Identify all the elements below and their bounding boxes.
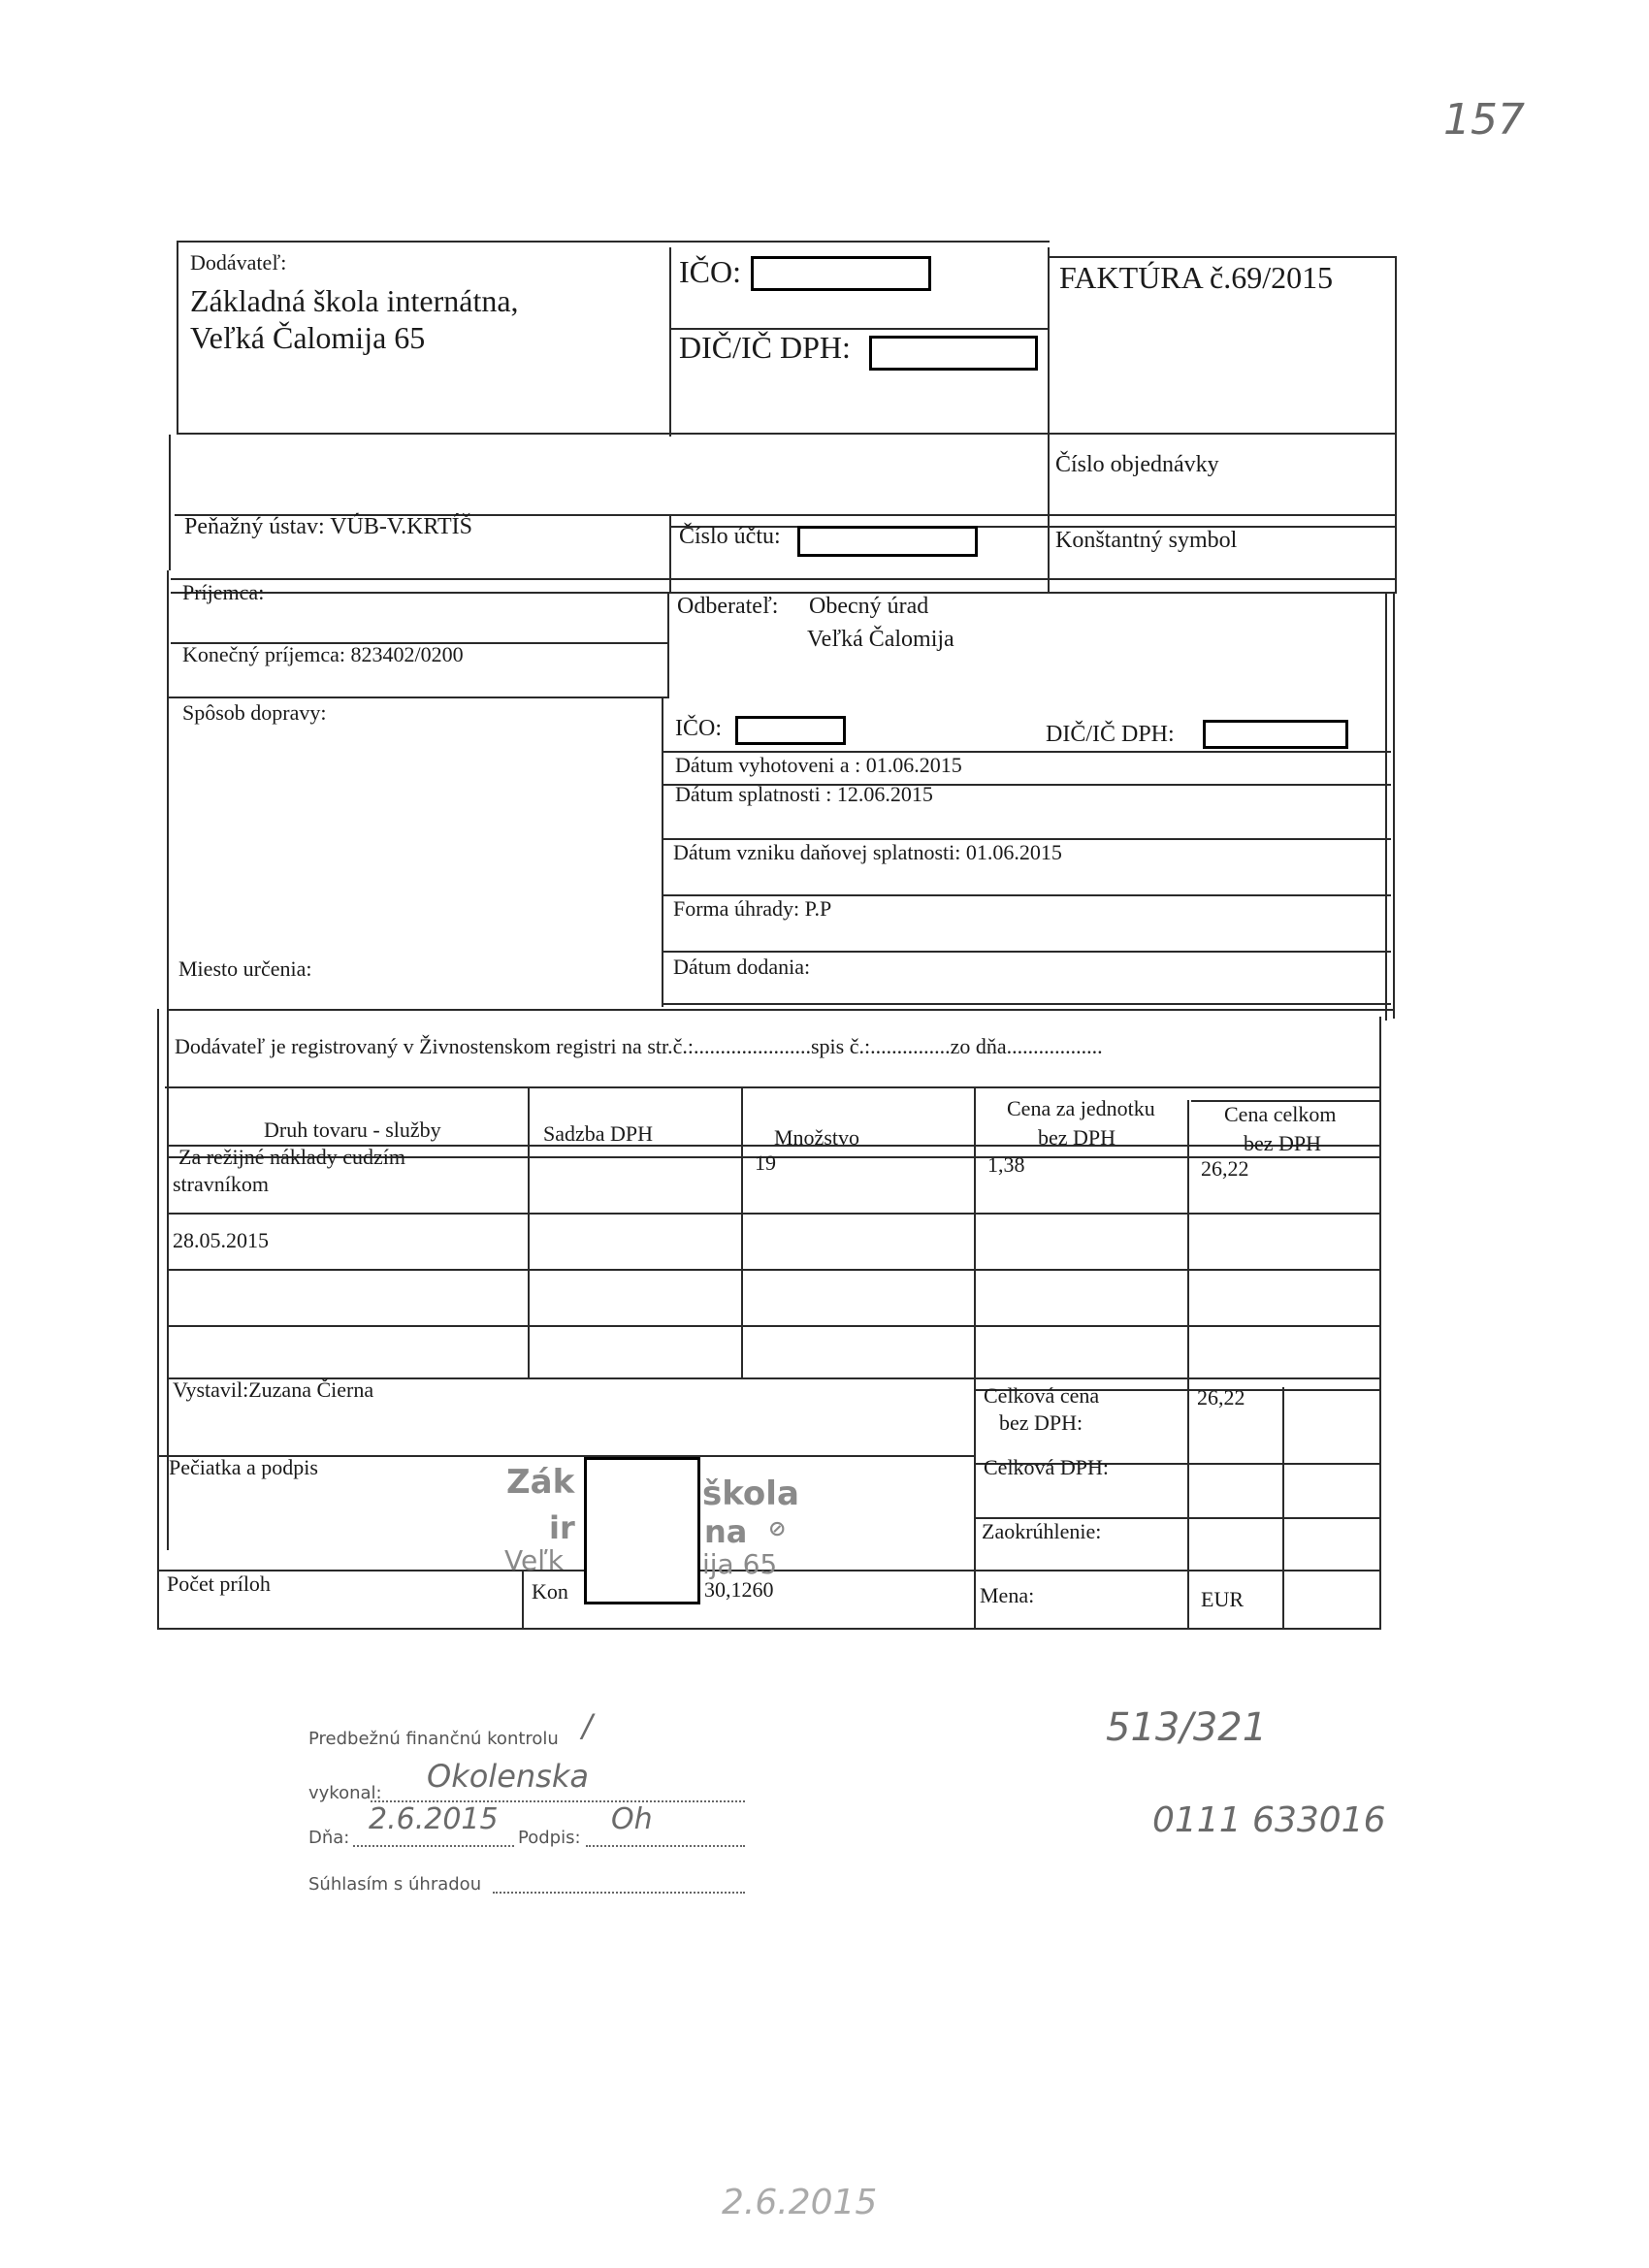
stamp-label: Pečiatka a podpis — [169, 1455, 318, 1479]
handwritten-code-1: 513/321 — [1106, 1705, 1268, 1750]
supplier-ico-label: IČO: — [679, 254, 741, 289]
rounding-label: Zaokrúhlenie: — [982, 1519, 1102, 1543]
header-total-2: bez DPH — [1244, 1131, 1322, 1155]
account-label: Číslo účtu: — [679, 524, 781, 549]
supplier-label: Dodávateľ: — [190, 250, 287, 275]
handwritten-bottom-date: 2.6.2015 — [722, 2183, 878, 2222]
bank-label: Peňažný ústav: VÚB-V.KRTÍŠ — [184, 514, 472, 539]
customer-label: Odberateľ: — [677, 594, 779, 619]
payment-form: Forma úhrady: P.P — [673, 896, 832, 921]
tax-date: Dátum vzniku daňovej splatnosti: 01.06.2015 — [673, 840, 1062, 864]
header-quantity: Množstvo — [774, 1125, 859, 1150]
control-date: 2.6.2015 — [369, 1802, 499, 1836]
account-partial: Kon — [532, 1579, 568, 1604]
header-vat-rate: Sadzba DPH — [543, 1121, 654, 1146]
currency-value: EUR — [1201, 1587, 1244, 1611]
customer-name: Obecný úrad — [809, 594, 929, 619]
total-no-vat-label: Celková cena — [984, 1383, 1100, 1408]
registry-text: Dodávateľ je registrovaný v Živnostenskom registri na str.č.:......................spis č.:...............zo dňa.................. — [175, 1034, 1103, 1058]
redacted-box — [751, 256, 931, 291]
stamp-line2c: ⊘ — [768, 1517, 787, 1541]
row-item-2: stravníkom — [173, 1172, 269, 1196]
delivery-date-label: Dátum dodania: — [673, 955, 811, 979]
stamp-line3b: ija 65 — [702, 1548, 778, 1580]
stamp-line2b: na — [704, 1513, 748, 1550]
redacted-box — [735, 716, 846, 745]
currency-label: Mena: — [980, 1583, 1035, 1607]
order-number-label: Číslo objednávky — [1055, 452, 1219, 477]
header-unit-price: Cena za jednotku — [1007, 1096, 1155, 1120]
row-quantity: 19 — [755, 1150, 776, 1175]
account-partial-2: 30,1260 — [704, 1577, 774, 1602]
invoice-title: FAKTÚRA č.69/2015 — [1059, 260, 1334, 295]
redacted-box — [584, 1457, 700, 1604]
attachments-label: Počet príloh — [167, 1571, 271, 1596]
supplier-name: Základná škola internátna, — [190, 283, 519, 318]
performed-label: vykonal: — [308, 1783, 382, 1803]
row-total: 26,22 — [1201, 1156, 1249, 1181]
row-item: Za režijné náklady cudzím — [178, 1145, 405, 1169]
redacted-box — [797, 526, 978, 557]
stamp-line1b: škola — [702, 1474, 799, 1513]
approval-label: Súhlasím s úhradou — [308, 1874, 482, 1895]
redacted-box — [1203, 720, 1348, 749]
transport-label: Spôsob dopravy: — [182, 700, 327, 725]
issued-by: Vystavil:Zuzana Čierna — [173, 1377, 374, 1402]
supplier-address: Veľká Čalomija 65 — [190, 320, 426, 355]
header-total: Cena celkom — [1224, 1102, 1337, 1126]
total-no-vat-value: 26,22 — [1197, 1385, 1245, 1409]
constant-symbol-label: Konštantný symbol — [1055, 528, 1238, 553]
note-date: 28.05.2015 — [173, 1228, 269, 1252]
destination-label: Miesto určenia: — [178, 956, 312, 981]
supplier-dic-label: DIČ/IČ DPH: — [679, 330, 851, 365]
stamp-line3a: Veľk — [504, 1544, 564, 1576]
header-unit-price-2: bez DPH — [1038, 1125, 1116, 1150]
header-item: Druh tovaru - služby — [264, 1118, 441, 1142]
redacted-box — [869, 336, 1038, 371]
date-label: Dňa: — [308, 1828, 350, 1848]
issue-date: Dátum vyhotoveni a : 01.06.2015 — [675, 753, 962, 777]
control-title: Predbežnú finančnú kontrolu — [308, 1729, 559, 1749]
row-unit-price: 1,38 — [987, 1152, 1025, 1177]
recipient-label: Príjemca: — [182, 580, 265, 604]
total-vat-label: Celková DPH: — [984, 1455, 1109, 1479]
customer-address: Veľká Čalomija — [807, 627, 954, 652]
due-date: Dátum splatnosti : 12.06.2015 — [675, 782, 933, 806]
customer-dic-label: DIČ/IČ DPH: — [1046, 722, 1175, 747]
stamp-line1a: Zák — [506, 1463, 575, 1502]
signature-label: Podpis: — [518, 1828, 581, 1848]
signature: Oh — [611, 1802, 653, 1836]
page-number: 157 — [1443, 95, 1525, 145]
stamp-line2a: ir — [549, 1509, 575, 1546]
handwritten-code-2: 0111 633016 — [1152, 1800, 1386, 1840]
performed-by: Okolenska — [427, 1758, 589, 1795]
final-recipient: Konečný príjemca: 823402/0200 — [182, 642, 464, 666]
total-no-vat-label-2: bez DPH: — [999, 1410, 1083, 1435]
customer-ico-label: IČO: — [675, 716, 722, 741]
